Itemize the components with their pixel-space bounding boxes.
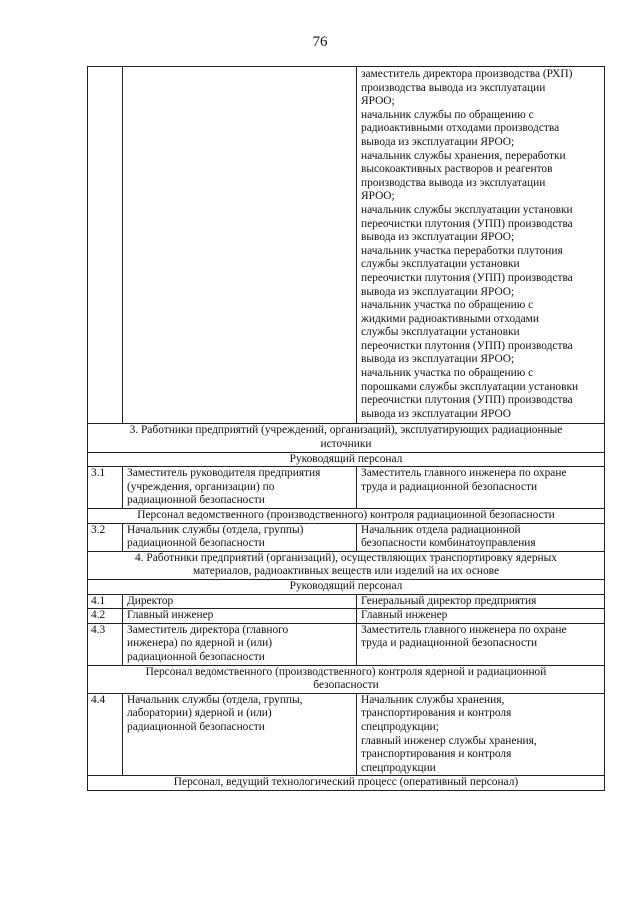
row-number: 4.4 (88, 693, 123, 776)
position-cell (123, 523, 357, 551)
text-line: радиационной безопасности (127, 650, 265, 663)
table-row (88, 594, 605, 609)
text-line: транспортирования и контроля (361, 707, 512, 720)
text-line: высокоактивных растворов и реагентов (361, 163, 553, 176)
text-line: главный инженер службы хранения, (361, 734, 537, 747)
section-3-heading (88, 424, 605, 452)
text-line: Заместитель руководителя предприятия (127, 467, 321, 480)
row-number: 3.2 (88, 523, 123, 551)
text-line: вывода из эксплуатации ЯРОО; (361, 135, 515, 148)
text-line: порошками службы эксплуатации установки (361, 380, 579, 393)
table-row (88, 623, 605, 665)
section-heading-row (88, 424, 605, 452)
text-line: труда и радиационной безопасности (361, 637, 538, 650)
equivalent-position-cell: Генеральный директор предприятия (357, 594, 605, 609)
table-row (88, 67, 605, 424)
text-line: спецпродукции (361, 761, 436, 774)
text-line: транспортирования и контроля (361, 748, 512, 761)
text-line: лаборатории) ядерной и (или) (127, 707, 272, 720)
position-cell (123, 623, 357, 665)
section-3-subheading-management: Руководящий персонал (88, 452, 605, 467)
text-line: начальник службы хранения, переработки (361, 149, 566, 162)
subheading-row (88, 509, 605, 524)
subheading-row (88, 776, 605, 791)
text-line: переочистки плутония (УПП) производства (361, 339, 573, 352)
equivalent-position-cell (357, 467, 605, 509)
text-line: безопасности комбинатоуправления (361, 537, 536, 550)
section-4-subheading-control (88, 665, 605, 693)
text-line: переочистки плутония (УПП) производства (361, 217, 573, 230)
text-line: радиоактивными отходами производства (361, 122, 560, 135)
subheading-row (88, 452, 605, 467)
section-4-heading (88, 551, 605, 579)
text-line: радиационной безопасности (127, 537, 265, 550)
text-line: жидкими радиоактивными отходами (361, 312, 539, 325)
text-line: начальник участка переработки плутония (361, 244, 563, 257)
text-line: переочистки плутония (УПП) производства (361, 394, 573, 407)
text-line: вывода из эксплуатации ЯРОО; (361, 231, 515, 244)
text-line: Начальник службы (отдела, группы) (127, 523, 304, 536)
position-cell (123, 693, 357, 776)
text-line: Заместитель директора (главного (127, 623, 289, 636)
section-heading-row (88, 551, 605, 579)
text-line: производства вывода из эксплуатации (361, 176, 546, 189)
position-cell: Главный инженер (123, 609, 357, 624)
text-line: радиационной безопасности (127, 494, 265, 507)
position-cell (123, 67, 357, 424)
text-line: 4. Работники предприятий (организаций), осуществляющих транспортировку ядерных (135, 551, 557, 564)
equivalent-position-cell (357, 693, 605, 776)
text-line: переочистки плутония (УПП) производства (361, 271, 573, 284)
section-4-subheading-management: Руководящий персонал (88, 579, 605, 594)
row-number: 4.3 (88, 623, 123, 665)
text-line: материалов, радиоактивных веществ или изделий на их основе (192, 565, 500, 578)
text-line: вывода из эксплуатации ЯРОО; (361, 353, 515, 366)
text-line: начальник службы эксплуатации установки (361, 203, 573, 216)
section-4-subheading-operational: Персонал, ведущий технологический процесс (оперативный персонал) (88, 776, 605, 791)
text-line: радиационной безопасности (127, 720, 265, 733)
number-cell (88, 67, 123, 424)
text-line: (учреждения, организации) по (127, 480, 275, 493)
text-line: вывода из эксплуатации ЯРОО; (361, 285, 515, 298)
table-row (88, 609, 605, 624)
position-cell: Директор (123, 594, 357, 609)
text-line: Персонал ведомственного (производственного) контроля ядерной и радиационной (145, 665, 547, 678)
text-line: инженера) по ядерной и (или) (127, 637, 273, 650)
text-line: вывода из эксплуатации ЯРОО (361, 407, 511, 420)
text-line: службы эксплуатации установки (361, 258, 520, 271)
text-line: производства вывода из эксплуатации (361, 81, 546, 94)
text-line: Начальник службы хранения, (361, 693, 505, 706)
text-line: Заместитель главного инженера по охране (361, 623, 567, 636)
row-number: 3.1 (88, 467, 123, 509)
table-row (88, 693, 605, 776)
text-line: труда и радиационной безопасности (361, 480, 538, 493)
text-line: Начальник службы (отдела, группы, (127, 693, 303, 706)
table-row (88, 467, 605, 509)
text-line: службы эксплуатации установки (361, 326, 520, 339)
text-line: Заместитель главного инженера по охране (361, 467, 567, 480)
page-number: 76 (312, 34, 328, 50)
text-line: ЯРОО; (361, 95, 395, 108)
text-line: источники (320, 438, 372, 451)
equivalent-position-cell (357, 67, 605, 424)
text-line: начальник службы по обращению с (361, 108, 534, 121)
text-line: ЯРОО; (361, 190, 395, 203)
text-line: заместитель директора производства (РХП) (361, 68, 573, 80)
equivalent-position-cell (357, 623, 605, 665)
row-number: 4.1 (88, 594, 123, 609)
position-cell (123, 467, 357, 509)
text-line: спецпродукции; (361, 720, 439, 733)
text-line: Начальник отдела радиационной (361, 523, 521, 536)
personnel-table (87, 66, 605, 791)
text-line: начальник участка по обращению с (361, 299, 534, 312)
section-3-subheading-control: Персонал ведомственного (производственного) контроля радиационной безопасности (88, 509, 605, 524)
subheading-row (88, 579, 605, 594)
row-number: 4.2 (88, 609, 123, 624)
text-line: 3. Работники предприятий (учреждений, организаций), эксплуатирующих радиационные (129, 424, 563, 437)
table-row (88, 523, 605, 551)
text-line: начальник участка по обращению с (361, 367, 534, 380)
text-line: безопасности (313, 679, 379, 692)
subheading-row (88, 665, 605, 693)
equivalent-position-cell: Главный инженер (357, 609, 605, 624)
equivalent-position-cell (357, 523, 605, 551)
